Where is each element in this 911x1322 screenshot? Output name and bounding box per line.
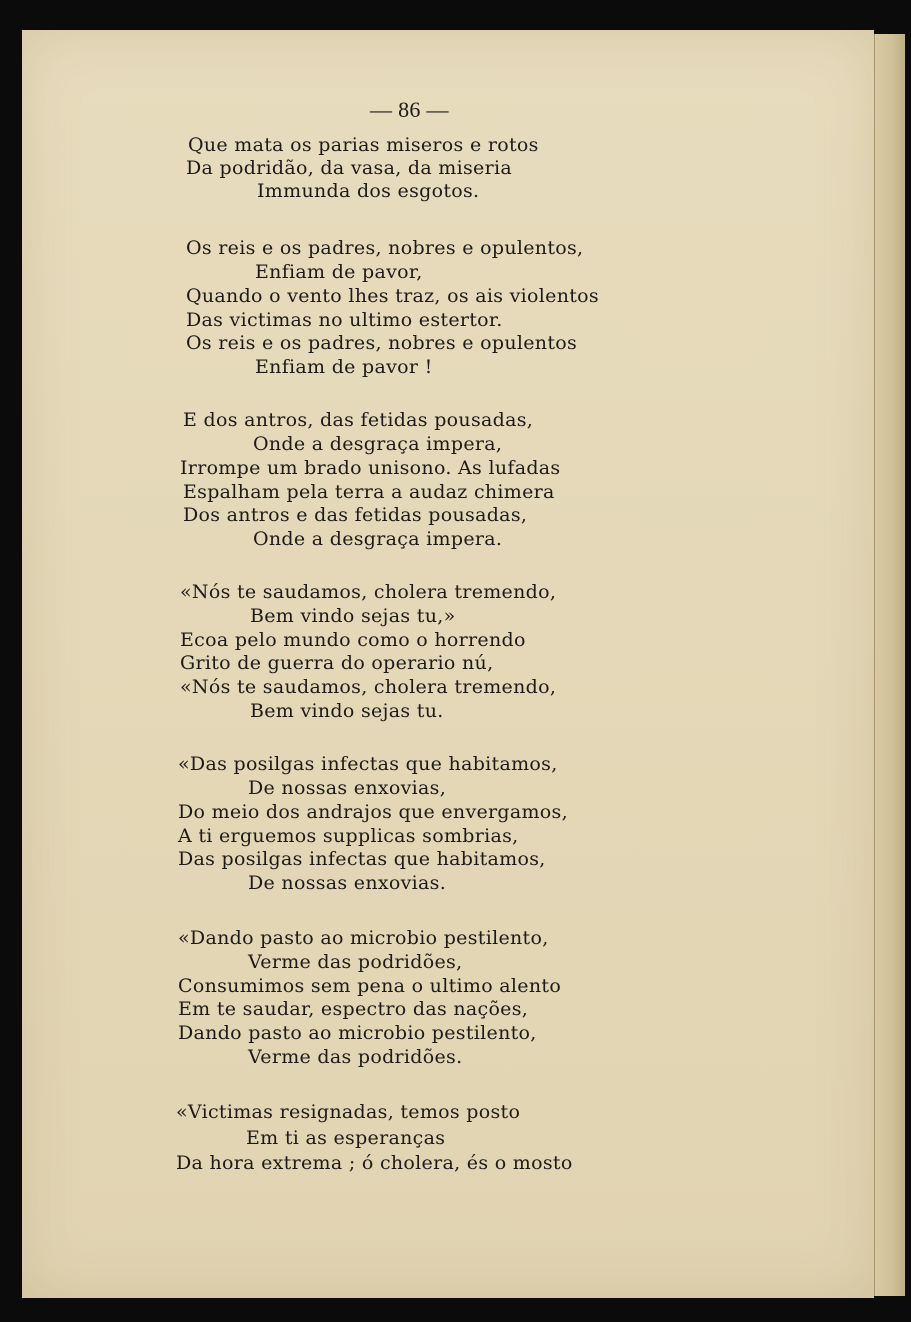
verse-line: Ecoa pelo mundo como o horrendo xyxy=(180,629,526,651)
verse-line: Em te saudar, espectro das nações, xyxy=(178,998,529,1020)
verse-line: Da hora extrema ; ó cholera, és o mosto xyxy=(176,1152,573,1174)
verse-line: «Victimas resignadas, temos posto xyxy=(176,1101,521,1123)
page-number: — 86 — xyxy=(370,97,449,122)
verse-line: E dos antros, das fetidas pousadas, xyxy=(183,409,534,431)
verse-line: De nossas enxovias. xyxy=(248,872,447,894)
verse-line: Da podridão, da vasa, da miseria xyxy=(186,157,512,179)
verse-line: Dos antros e das fetidas pousadas, xyxy=(183,504,528,526)
page-edge xyxy=(874,34,905,1296)
verse-line: «Nós te saudamos, cholera tremendo, xyxy=(180,581,557,603)
verse-line: Verme das podridões, xyxy=(248,951,463,973)
verse-line: Irrompe um brado unisono. As lufadas xyxy=(180,457,561,479)
verse-line: Verme das podridões. xyxy=(248,1046,463,1068)
verse-line: Quando o vento lhes traz, os ais violentos xyxy=(186,285,599,307)
verse-line: Do meio dos andrajos que envergamos, xyxy=(178,801,568,823)
verse-line: Dando pasto ao microbio pestilento, xyxy=(178,1022,537,1044)
verse-line: Bem vindo sejas tu. xyxy=(250,700,444,722)
verse-line: Os reis e os padres, nobres e opulentos xyxy=(186,332,578,354)
verse-line: Das posilgas infectas que habitamos, xyxy=(178,848,546,870)
verse-line: Onde a desgraça impera. xyxy=(253,528,503,550)
verse-line: Immunda dos esgotos. xyxy=(257,180,480,202)
verse-line: A ti erguemos supplicas sombrias, xyxy=(178,825,519,847)
verse-line: Espalham pela terra a audaz chimera xyxy=(183,481,555,503)
verse-line: Enfiam de pavor, xyxy=(255,261,423,283)
verse-line: Consumimos sem pena o ultimo alento xyxy=(178,975,562,997)
verse-line: «Dando pasto ao microbio pestilento, xyxy=(178,927,549,949)
verse-line: Onde a desgraça impera, xyxy=(253,433,503,455)
verse-line: Os reis e os padres, nobres e opulentos, xyxy=(186,237,584,259)
verse-line: Das victimas no ultimo estertor. xyxy=(186,309,503,331)
verse-line: Em ti as esperanças xyxy=(246,1127,446,1149)
verse-line: Enfiam de pavor ! xyxy=(255,356,433,378)
verse-line: Que mata os parias miseros e rotos xyxy=(188,134,539,156)
verse-line: Bem vindo sejas tu,» xyxy=(250,605,456,627)
verse-line: Grito de guerra do operario nú, xyxy=(180,652,494,674)
verse-line: «Nós te saudamos, cholera tremendo, xyxy=(180,676,557,698)
verse-line: De nossas enxovias, xyxy=(248,777,447,799)
verse-line: «Das posilgas infectas que habitamos, xyxy=(178,753,558,775)
